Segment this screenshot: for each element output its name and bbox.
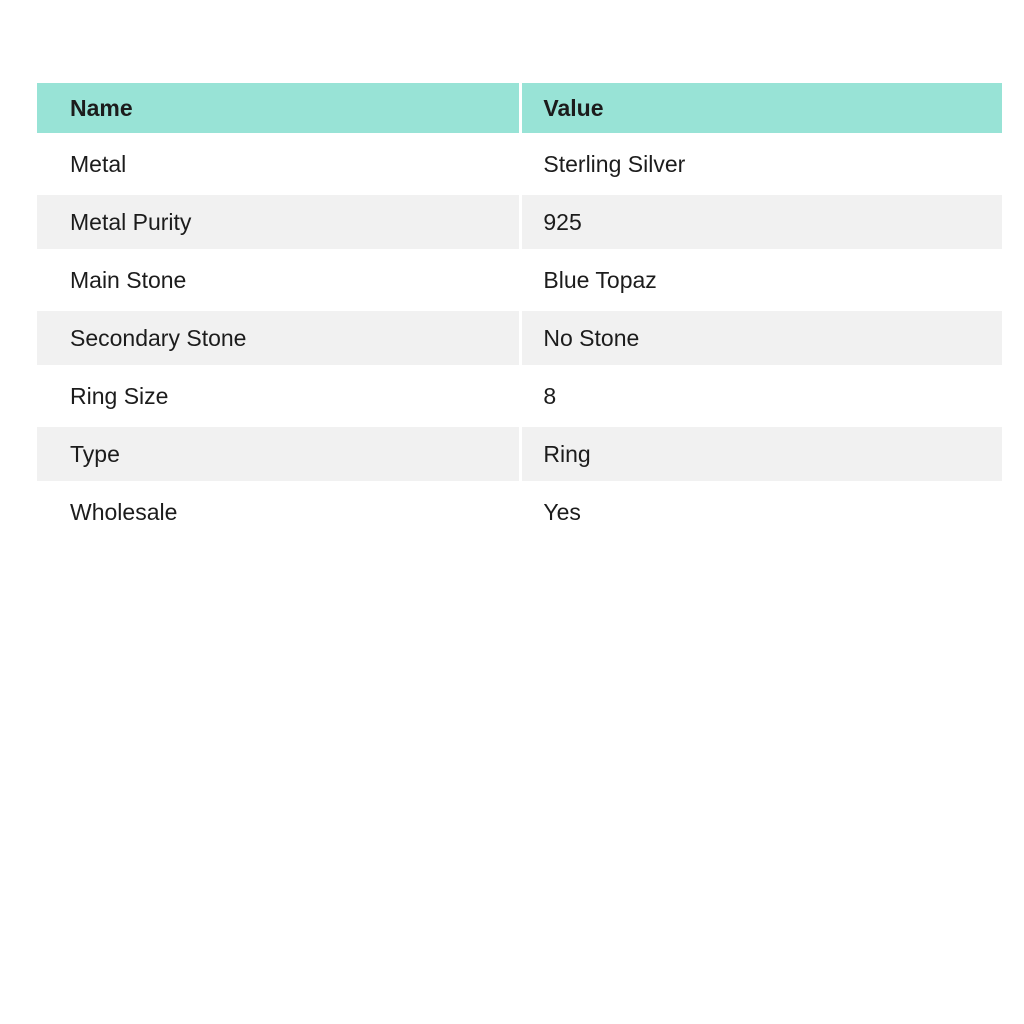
attribute-name-cell: Main Stone [37,251,522,309]
table-row [37,193,1002,251]
table-row [37,251,1002,309]
table-row [37,367,1002,425]
attribute-value-cell: Sterling Silver [522,135,1002,193]
attribute-value-cell: 8 [522,367,1002,425]
attribute-name-cell: Metal Purity [37,193,522,251]
attribute-value-cell: Blue Topaz [522,251,1002,309]
table-row [37,483,1002,541]
attribute-name-cell: Ring Size [37,367,522,425]
attribute-value-cell: 925 [522,193,1002,251]
table-row [37,135,1002,193]
attribute-name-cell: Type [37,425,522,483]
column-header-value: Value [522,83,1002,135]
table-header-row [37,83,1002,135]
attribute-name-cell: Metal [37,135,522,193]
table-row [37,309,1002,367]
attribute-value-cell: No Stone [522,309,1002,367]
table-row [37,425,1002,483]
attribute-name-cell: Secondary Stone [37,309,522,367]
attribute-value-cell: Ring [522,425,1002,483]
column-header-name: Name [37,83,522,135]
attribute-name-cell: Wholesale [37,483,522,541]
attribute-value-cell: Yes [522,483,1002,541]
attributes-table [37,83,1002,541]
